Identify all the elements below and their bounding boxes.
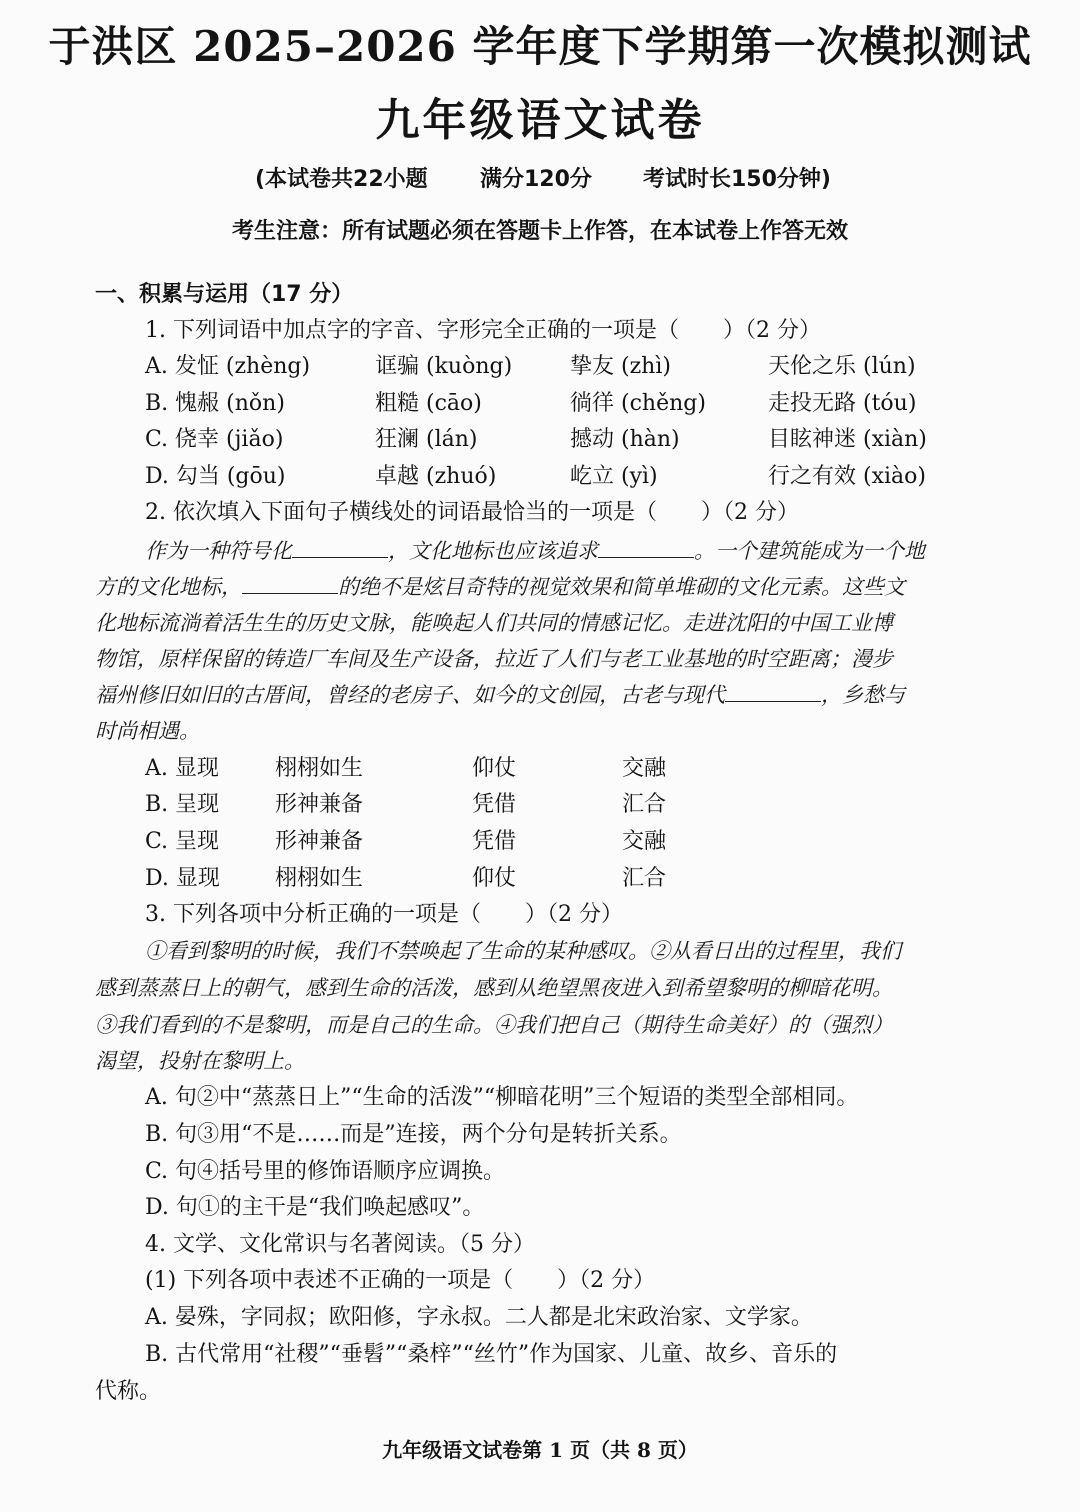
page-footer: 九年级语文试卷第 1 页（共 8 页） xyxy=(382,1438,698,1462)
q2-passage-line-6: 时尚相遇。 xyxy=(95,719,200,743)
q2-passage-line-4: 物馆，原样保留的铸造厂车间及生产设备，拉近了人们与老工业基地的时空距离；漫步 xyxy=(95,647,893,671)
answer-blank-3 xyxy=(242,575,338,594)
section-title: 一、积累与运用（17 分） xyxy=(95,282,354,307)
q3-stem: 3. 下列各项中分析正确的一项是（ ）（2 分） xyxy=(145,902,623,927)
q4-stem: 4. 文学、文化常识与名著阅读。（5 分） xyxy=(145,1232,535,1257)
q2-option-c-3: 凭借 xyxy=(472,829,517,854)
q2-option-d-4: 汇合 xyxy=(622,866,667,891)
question-count: (本试卷共22小题 xyxy=(255,167,428,192)
q3-passage-line-3: ③我们看到的不是黎明，而是自己的生命。④我们把自己（期待生命美好）的（强烈） xyxy=(95,1013,893,1037)
q2-option-c-2: 形神兼备 xyxy=(275,829,364,854)
q2-option-a-2: 栩栩如生 xyxy=(275,756,364,781)
q1-option-b-2: 粗糙 (cāo) xyxy=(375,391,482,416)
q2-passage-line-5: 福州修旧如旧的古厝间，曾经的老房子、如今的文创园，古老与现代 ，乡愁与 xyxy=(95,683,905,707)
exam-info xyxy=(255,162,895,194)
q2-option-a-1: A. 显现 xyxy=(145,756,219,781)
q1-option-c-4: 目眩神迷 (xiàn) xyxy=(768,427,927,452)
q2-option-b-2: 形神兼备 xyxy=(275,792,364,817)
q3-passage-line-2: 感到蒸蒸日上的朝气，感到生命的活泼，感到从绝望黑夜进入到希望黎明的柳暗花明。 xyxy=(95,976,893,1000)
q2-option-a-3: 仰仗 xyxy=(472,756,517,781)
q1-stem: 1. 下列词语中加点字的字音、字形完全正确的一项是（ ）（2 分） xyxy=(145,318,821,343)
answer-blank-1 xyxy=(292,539,388,558)
q2-option-b-4: 汇合 xyxy=(622,792,667,817)
q3-passage-line-4: 渴望，投射在黎明上。 xyxy=(95,1049,305,1073)
q1-option-d-3: 屹立 (yì) xyxy=(570,464,658,489)
q1-option-c-2: 狂澜 (lán) xyxy=(375,427,478,452)
full-score: 满分120分 xyxy=(480,167,592,192)
q2-option-b-1: B. 呈现 xyxy=(145,792,220,817)
q2-option-d-1: D. 显现 xyxy=(145,866,220,891)
q1-option-c-1: C. 侥幸 (jiǎo) xyxy=(145,427,284,452)
exam-duration: 考试时长150分钟) xyxy=(643,167,831,192)
q3-option-a: A. 句②中“蒸蒸日上”“生命的活泼”“柳暗花明”三个短语的类型全部相同。 xyxy=(145,1085,859,1110)
q2-option-d-3: 仰仗 xyxy=(472,866,517,891)
q4-option-b-continued: 代称。 xyxy=(95,1379,162,1404)
q2-stem: 2. 依次填入下面句子横线处的词语最恰当的一项是（ ）（2 分） xyxy=(145,500,799,525)
q1-option-c-3: 撼动 (hàn) xyxy=(570,427,680,452)
q2-passage-line-2: 方的文化地标， 的绝不是炫目奇特的视觉效果和简单堆砌的文化元素。这些文 xyxy=(95,575,905,599)
q1-option-a-2: 诓骗 (kuòng) xyxy=(375,354,513,379)
q4-sub1-stem: (1) 下列各项中表述不正确的一项是（ ）（2 分） xyxy=(145,1268,656,1293)
q1-option-d-2: 卓越 (zhuó) xyxy=(375,464,497,489)
q4-option-a: A. 晏殊，字同叔；欧阳修，字永叔。二人都是北宋政治家、文学家。 xyxy=(145,1305,813,1330)
q1-option-b-3: 徜徉 (chěng) xyxy=(570,391,706,416)
q4-option-b: B. 古代常用“社稷”“垂髫”“桑梓”“丝竹”作为国家、儿童、故乡、音乐的 xyxy=(145,1342,838,1367)
q1-option-d-4: 行之有效 (xiào) xyxy=(768,464,926,489)
q2-passage-line-3: 化地标流淌着活生生的历史文脉，能唤起人们共同的情感记忆。走进沈阳的中国工业博 xyxy=(95,611,893,635)
q2-option-b-3: 凭借 xyxy=(472,792,517,817)
q2-option-c-4: 交融 xyxy=(622,829,667,854)
exam-notice: 考生注意：所有试题必须在答题卡上作答，在本试卷上作答无效 xyxy=(231,219,848,244)
q2-option-a-4: 交融 xyxy=(622,756,667,781)
q1-option-a-1: A. 发怔 (zhèng) xyxy=(145,354,311,379)
q2-option-d-2: 栩栩如生 xyxy=(275,866,364,891)
exam-subtitle: 九年级语文试卷 xyxy=(375,95,705,146)
answer-blank-4 xyxy=(725,683,821,702)
exam-title: 于洪区 2025–2026 学年度下学期第一次模拟测试 xyxy=(48,22,1032,71)
answer-blank-2 xyxy=(598,539,694,558)
q1-option-a-4: 天伦之乐 (lún) xyxy=(768,354,916,379)
q3-passage-line-1: ①看到黎明的时候，我们不禁唤起了生命的某种感叹。②从看日出的过程里，我们 xyxy=(145,939,901,963)
q1-option-b-1: B. 愧赧 (nǒn) xyxy=(145,391,285,416)
q1-option-d-1: D. 勾当 (gōu) xyxy=(145,464,286,489)
q3-option-d: D. 句①的主干是“我们唤起感叹”。 xyxy=(145,1195,485,1220)
q3-option-c: C. 句④括号里的修饰语顺序应调换。 xyxy=(145,1159,506,1184)
q1-option-a-3: 挚友 (zhì) xyxy=(570,354,671,379)
q2-option-c-1: C. 呈现 xyxy=(145,829,220,854)
q2-passage-line-1: 作为一种符号化 ，文化地标也应该追求 。一个建筑能成为一个地 xyxy=(145,539,925,563)
q1-option-b-4: 走投无路 (tóu) xyxy=(768,391,917,416)
q3-option-b: B. 句③用“不是……而是”连接，两个分句是转折关系。 xyxy=(145,1122,682,1147)
